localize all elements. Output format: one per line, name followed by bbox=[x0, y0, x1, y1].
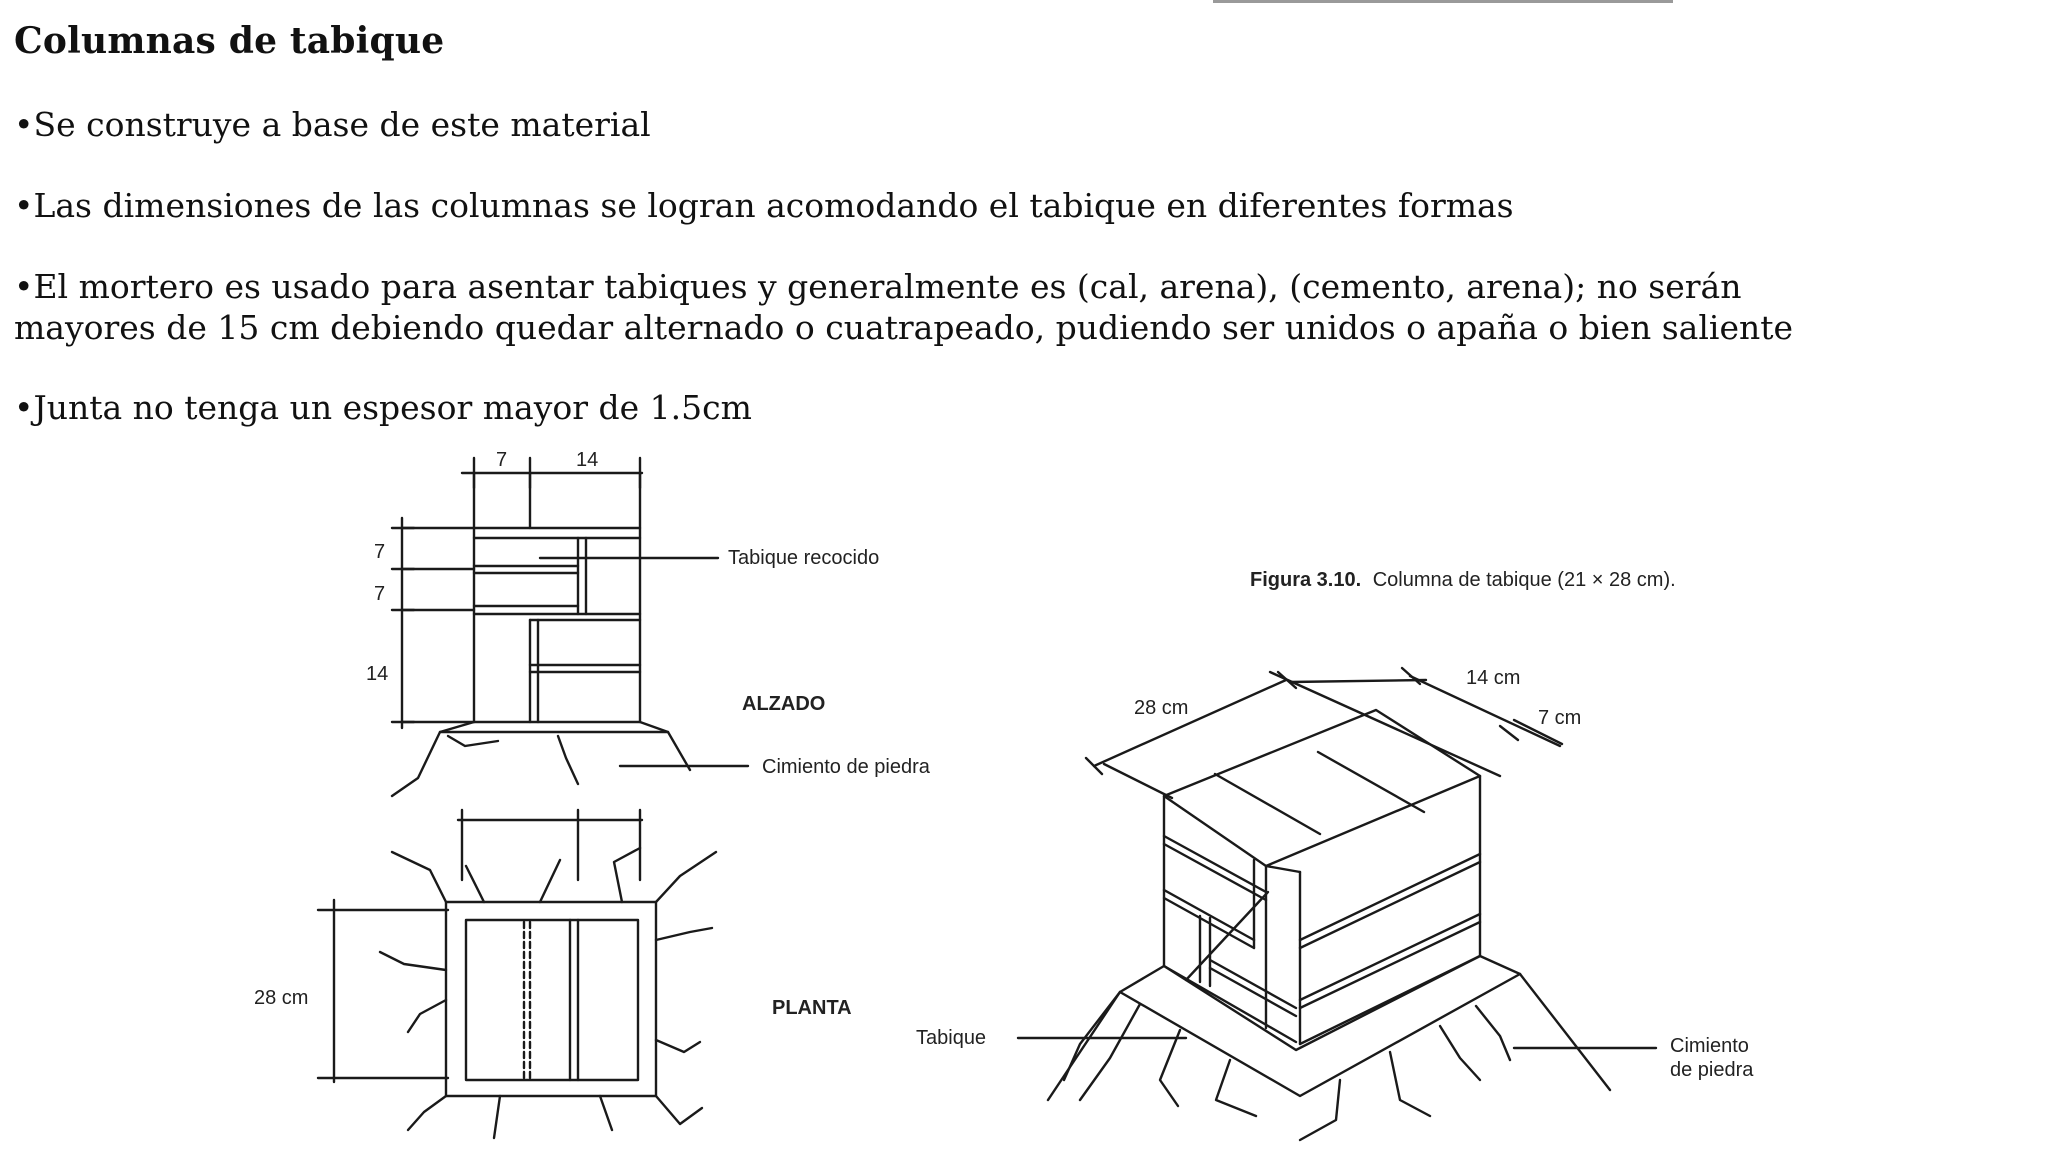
figure-caption-body: Columna de tabique (21 × 28 cm). bbox=[1372, 569, 1676, 591]
label-tabique-isometric: Tabique bbox=[916, 1027, 987, 1049]
elevation-drawing bbox=[392, 458, 748, 796]
figure-caption-prefix: Figura 3.10. bbox=[1250, 569, 1362, 591]
bullet-mortar-line-2: mayores de 15 cm debiendo quedar alternado o cuatrapeado, pudiendo ser unidos o apaña o bien saliente bbox=[14, 308, 1794, 347]
dim-elevation-top-7: 7 bbox=[496, 449, 508, 471]
diagram-svg bbox=[0, 440, 2048, 1152]
bullet-material: •Se construye a base de este material bbox=[14, 105, 651, 144]
top-divider bbox=[1213, 0, 1673, 3]
isometric-labels bbox=[916, 667, 1754, 1081]
label-planta: PLANTA bbox=[772, 997, 852, 1019]
dim-isometric-14cm: 14 cm bbox=[1466, 667, 1521, 689]
figure-caption bbox=[1250, 569, 1676, 591]
plan-drawing bbox=[318, 810, 716, 1138]
plan-labels bbox=[254, 987, 852, 1019]
label-tabique-recocido: Tabique recocido bbox=[728, 547, 880, 569]
slide-title: Columnas de tabique bbox=[14, 20, 445, 62]
label-cimiento-isometric: Cimiento bbox=[1670, 1035, 1749, 1057]
label-cimiento-piedra-elevation: Cimiento de piedra bbox=[762, 756, 930, 778]
dim-isometric-28cm: 28 cm bbox=[1134, 697, 1189, 719]
label-alzado: ALZADO bbox=[742, 693, 826, 715]
bullet-mortar-line-1: •El mortero es usado para asentar tabiques y generalmente es (cal, arena), (cemento, arena); no serán bbox=[14, 267, 1742, 306]
dim-plan-28cm: 28 cm bbox=[254, 987, 309, 1009]
figure-caption-text bbox=[1250, 569, 1676, 591]
dim-isometric-7cm: 7 cm bbox=[1538, 707, 1582, 729]
label-de-piedra-isometric: de piedra bbox=[1670, 1059, 1754, 1081]
dim-elevation-side-7b: 7 bbox=[374, 583, 386, 605]
bullet-dimensions: •Las dimensiones de las columnas se logran acomodando el tabique en diferentes formas bbox=[14, 186, 1514, 225]
dim-elevation-side-14: 14 bbox=[366, 663, 389, 685]
isometric-drawing bbox=[1018, 668, 1656, 1140]
column-diagram-figure bbox=[0, 440, 2048, 1152]
bullet-joint: •Junta no tenga un espesor mayor de 1.5cm bbox=[14, 388, 752, 427]
dim-elevation-top-14: 14 bbox=[576, 449, 599, 471]
dim-elevation-side-7a: 7 bbox=[374, 541, 386, 563]
bullet-mortar bbox=[14, 266, 1793, 348]
